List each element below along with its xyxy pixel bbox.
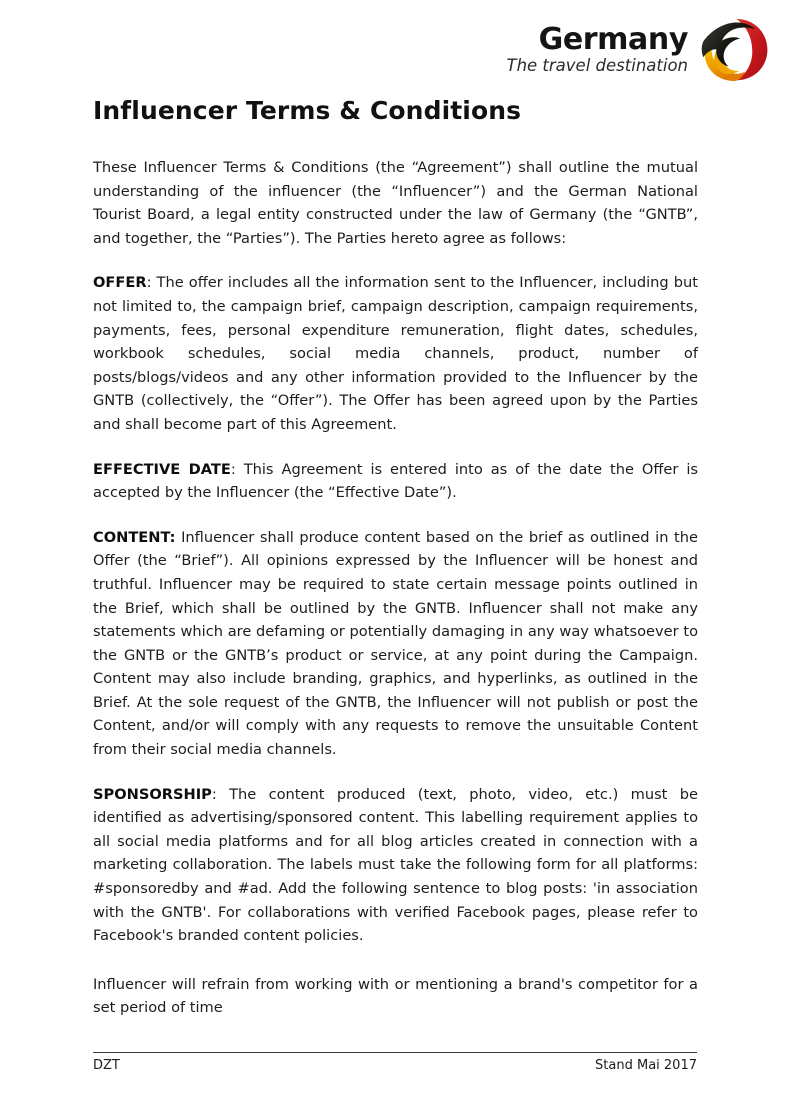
- paragraph-sponsorship: [93, 783, 698, 948]
- page-footer: [93, 1052, 697, 1073]
- germany-swirl-logo-icon: [698, 14, 772, 86]
- paragraph-effective-date: [93, 458, 698, 505]
- paragraph-offer-lead: OFFER: [93, 274, 147, 292]
- footer-left-label: DZT: [93, 1058, 120, 1073]
- footer-right-label: Stand Mai 2017: [595, 1058, 697, 1073]
- paragraph-content-text: Influencer shall produce content based on the brief as outlined in the Offer (the “Brief”). All opinions expressed by the Influencer will be honest and truthful. Influencer may be required to state certain message points outlined in the Brief, which shall be outlined by the GNTB. Influencer shall not make any statements which are defaming or potentially damaging in any way whatsoever to the GNTB or the GNTB’s product or service, at any point during the Campaign. Content may also include branding, graphics, and hyperlinks, as outlined in the Brief. At the sole request of the GNTB, the Influencer will not publish or post the Content, and/or will comply with any requests to remove the unsuitable Content from their social media channels.: [93, 528, 698, 759]
- paragraph-effective-date-lead: EFFECTIVE DATE: [93, 460, 231, 478]
- paragraph-offer-text: : The offer includes all the information sent to the Influencer, including but not limited to, the campaign brief, campaign description, campaign requirements, payments, fees, personal expenditure remuneration, flight dates, schedules, workbook schedules, social media channels, product, number of posts/blogs/videos and any other information provided to the Influencer by the GNTB (collectively, the “Offer”). The Offer has been agreed upon by the Parties and shall become part of this Agreement.: [93, 274, 698, 433]
- brand-header: [507, 14, 773, 86]
- brand-tagline: The travel destination: [506, 56, 688, 76]
- paragraph-sponsorship-lead: SPONSORSHIP: [93, 785, 212, 803]
- document-body: [93, 96, 698, 1020]
- paragraph-intro: [93, 156, 698, 250]
- paragraph-intro-text: These Influencer Terms & Conditions (the “Agreement”) shall outline the mutual understanding of the influencer (the “Influencer”) and the German National Tourist Board, a legal entity constructed under the law of Germany (the “GNTB”, and together, the “Parties”). The Parties hereto agree as follows:: [93, 159, 698, 247]
- brand-wordmark: [506, 22, 689, 76]
- brand-name: Germany: [538, 22, 688, 58]
- paragraph-content-lead: CONTENT:: [93, 528, 176, 546]
- paragraph-competitor: [93, 973, 698, 1020]
- paragraph-effective-date-text: : This Agreement is entered into as of the date the Offer is accepted by the Influencer (the “Effective Date”).: [93, 460, 699, 502]
- paragraph-sponsorship-text: : The content produced (text, photo, video, etc.) must be identified as advertising/sponsored content. This labelling requirement applies to all social media platforms and for all blog articles created in connection with a marketing collaboration. The labels must take the following form for all platforms: #sponsoredby and #ad. Add the following sentence to blog posts: 'in association with the GNTB'. For collaborations with verified Facebook pages, please refer to Facebook's branded content policies.: [93, 785, 698, 945]
- paragraph-content: [93, 526, 698, 762]
- paragraph-offer: [93, 271, 698, 436]
- paragraph-competitor-text: Influencer will refrain from working with or mentioning a brand's competitor for a set period of time: [93, 975, 698, 1017]
- page-title: Influencer Terms & Conditions: [93, 96, 522, 125]
